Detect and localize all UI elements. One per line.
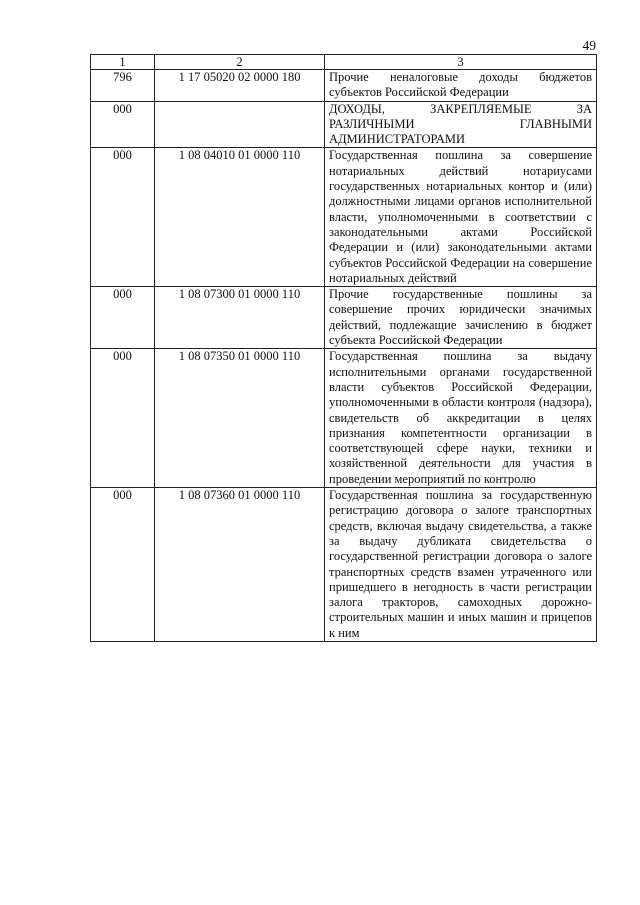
table-row bbox=[91, 148, 597, 287]
revenue-code-cell: 1 08 07300 01 0000 110 bbox=[155, 287, 325, 349]
table-row bbox=[91, 70, 597, 102]
admin-code-cell: 000 bbox=[91, 287, 155, 349]
page-number: 49 bbox=[582, 38, 596, 53]
description-cell: Прочие государственные пошлины за совершение прочих юридически значимых действий, подлежащие зачислению в бюджет субъекта Российской Федерации bbox=[325, 287, 597, 349]
column-header-2: 2 bbox=[155, 55, 325, 70]
admin-code-cell: 796 bbox=[91, 70, 155, 102]
revenue-code-cell: 1 08 04010 01 0000 110 bbox=[155, 148, 325, 287]
column-header-3: 3 bbox=[325, 55, 597, 70]
description-cell: Государственная пошлина за совершение нотариальных действий нотариусами государственных нотариальных контор и (или) должностными лицами органов исполнительной власти, уполномоченными в соответствии с законодательными актами Российской Федерации и (или) законодательными актами субъектов Российской Федерации на совершение нотариальных действий bbox=[325, 148, 597, 287]
column-header-1: 1 bbox=[91, 55, 155, 70]
table-row bbox=[91, 349, 597, 488]
table-row bbox=[91, 101, 597, 148]
revenue-code-cell: 1 08 07360 01 0000 110 bbox=[155, 488, 325, 642]
revenue-code-cell: 1 08 07350 01 0000 110 bbox=[155, 349, 325, 488]
admin-code-cell: 000 bbox=[91, 349, 155, 488]
table-header-row bbox=[91, 55, 597, 70]
table-row bbox=[91, 488, 597, 642]
admin-code-cell: 000 bbox=[91, 101, 155, 148]
description-cell: Прочие неналоговые доходы бюджетов субъектов Российской Федерации bbox=[325, 70, 597, 102]
table-row bbox=[91, 287, 597, 349]
description-cell: Государственная пошлина за государственную регистрацию договора о залоге транспортных средств, включая выдачу свидетельства, а также за выдачу дубликата свидетельства о государственной регистрации договора о залоге транспортных средств взамен утраченного или пришедшего в негодность в части регистрации залога тракторов, самоходных дорожно-строительных машин и иных машин и прицепов к ним bbox=[325, 488, 597, 642]
revenue-code-cell: 1 17 05020 02 0000 180 bbox=[155, 70, 325, 102]
description-cell: Государственная пошлина за выдачу исполнительными органами государственной власти субъектов Российской Федерации, уполномоченными в области контроля (надзора), свидетельств об аккредитации в целях признания компетентности организации в соответствующей сфере науки, техники и хозяйственной деятельности для участия в проведении мероприятий по контролю bbox=[325, 349, 597, 488]
revenue-code-cell bbox=[155, 101, 325, 148]
revenue-codes-table bbox=[90, 54, 597, 642]
admin-code-cell: 000 bbox=[91, 148, 155, 287]
admin-code-cell: 000 bbox=[91, 488, 155, 642]
section-heading-cell: ДОХОДЫ, ЗАКРЕПЛЯЕМЫЕ ЗА РАЗЛИЧНЫМИ ГЛАВНЫМИ АДМИНИСТРАТОРАМИ bbox=[325, 101, 597, 148]
